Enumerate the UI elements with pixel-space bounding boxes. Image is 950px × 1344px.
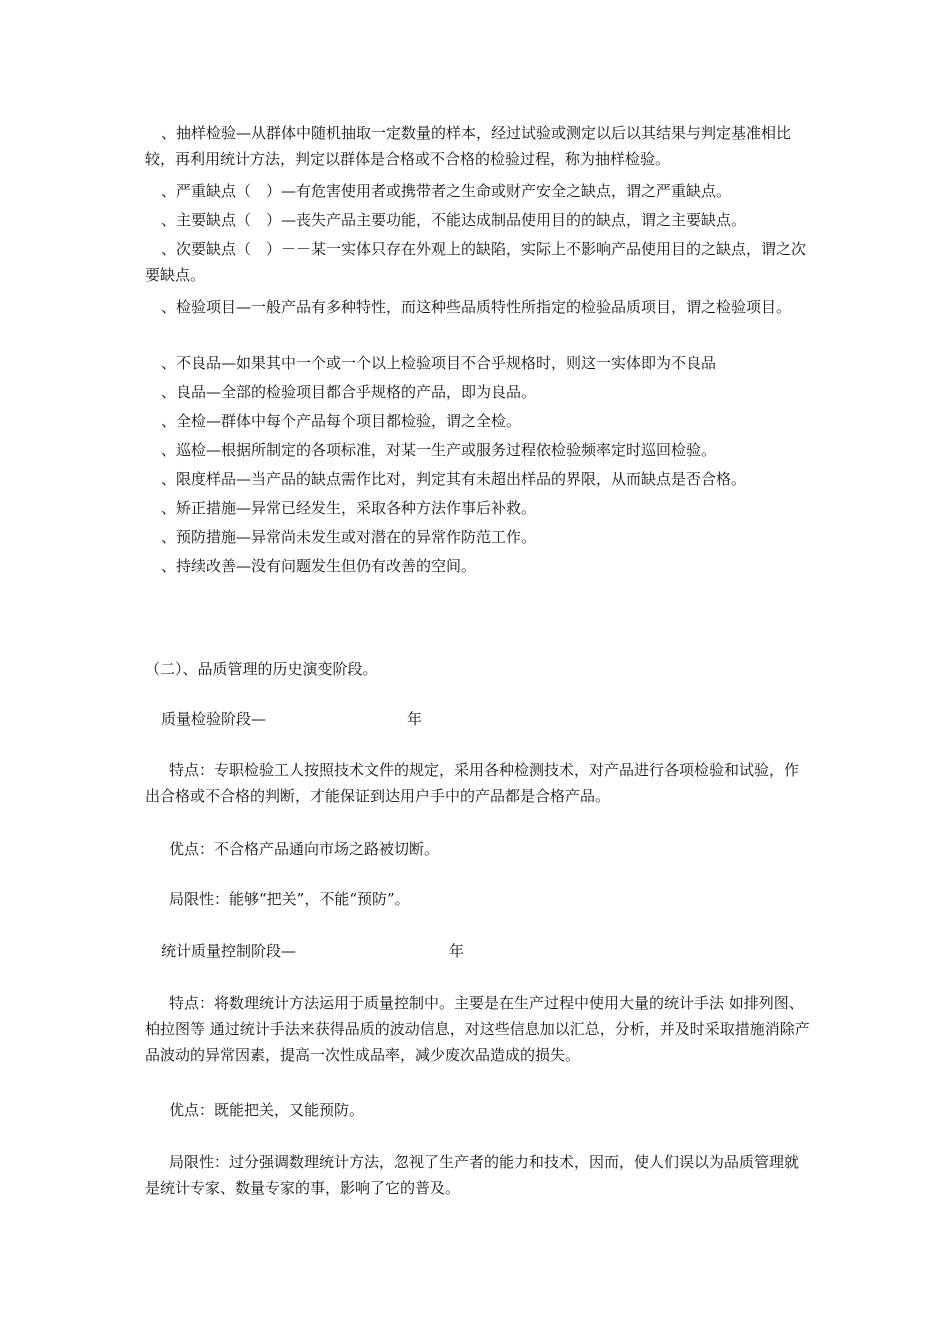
stage-name: 统计质量控制阶段— — [161, 942, 297, 960]
definition-continuous-improvement: 、持续改善—没有问题发生但仍有改善的空间。 — [161, 557, 477, 575]
stage1-advantages: 优点：不合格产品通向市场之路被切断。 — [169, 840, 440, 858]
definition-sampling-inspection: 、抽样检验—从群体中随机抽取一定数量的样本，经过试验或测定以后以其结果与判定基准相比较，再利用统计方法，判定以群体是合格或不合格的检验过程，称为抽样检验。 — [145, 124, 792, 168]
definition-corrective-action: 、矫正措施—异常已经发生，采取各种方法作事后补救。 — [161, 499, 537, 517]
definition-good-product: 、良品—全部的检验项目都合乎规格的产品，即为良品。 — [161, 383, 537, 401]
stage-year: 年 — [449, 942, 465, 960]
definition-critical-defect: 、严重缺点（ ）—有危害使用者或携带者之生命或财产安全之缺点，谓之严重缺点。 — [161, 182, 732, 200]
definition-patrol-inspection: 、巡检—根据所制定的各项标准，对某一生产或服务过程依检验频率定时巡回检验。 — [161, 441, 717, 459]
section-heading: （二）、品质管理的历史演变阶段。 — [145, 660, 378, 678]
stage-year: 年 — [407, 710, 423, 728]
definition-preventive-action: 、预防措施—异常尚未发生或对潜在的异常作防范工作。 — [161, 528, 537, 546]
definition-major-defect: 、主要缺点（ ）—丧失产品主要功能，不能达成制品使用目的的缺点，谓之主要缺点。 — [161, 211, 747, 229]
definition-minor-defect: 、次要缺点（ ）－－某一实体只存在外观上的缺陷，实际上不影响产品使用目的之缺点，谓之次要缺点。 — [145, 240, 807, 284]
stage2-features: 特点：将数理统计方法运用于质量控制中。主要是在生产过程中使用大量的统计手法 如排列图、柏拉图等 通过统计手法来获得品质的波动信息，对这些信息加以汇总，分析，并及时采取措施消除产品波动的异常因素，提高一次性成品率，减少废次品造成的损失。 — [145, 994, 810, 1064]
definition-inspection-item: 、检验项目—一般产品有多种特性，而这种些品质特性所指定的检验品质项目，谓之检验项目。 — [161, 298, 792, 316]
definition-defective-product: 、不良品—如果其中一个或一个以上检验项目不合乎规格时，则这一实体即为不良品 — [161, 354, 717, 372]
stage-name: 质量检验阶段— — [161, 710, 267, 728]
definition-limit-sample: 、限度样品—当产品的缺点需作比对，判定其有未超出样品的界限，从而缺点是否合格。 — [161, 470, 747, 488]
stage1-limitations: 局限性：能够“把关”，不能“预防”。 — [169, 890, 410, 908]
stage2-advantages: 优点：既能把关，又能预防。 — [169, 1101, 365, 1119]
stage2-limitations: 局限性：过分强调数理统计方法，忽视了生产者的能力和技术，因而，使人们误以为品质管理就是统计专家、数量专家的事，影响了它的普及。 — [145, 1153, 800, 1197]
definition-full-inspection: 、全检—群体中每个产品每个项目都检验，谓之全检。 — [161, 412, 522, 430]
stage1-features: 特点：专职检验工人按照技术文件的规定，采用各种检测技术，对产品进行各项检验和试验，作出合格或不合格的判断，才能保证到达用户手中的产品都是合格产品。 — [145, 761, 800, 805]
